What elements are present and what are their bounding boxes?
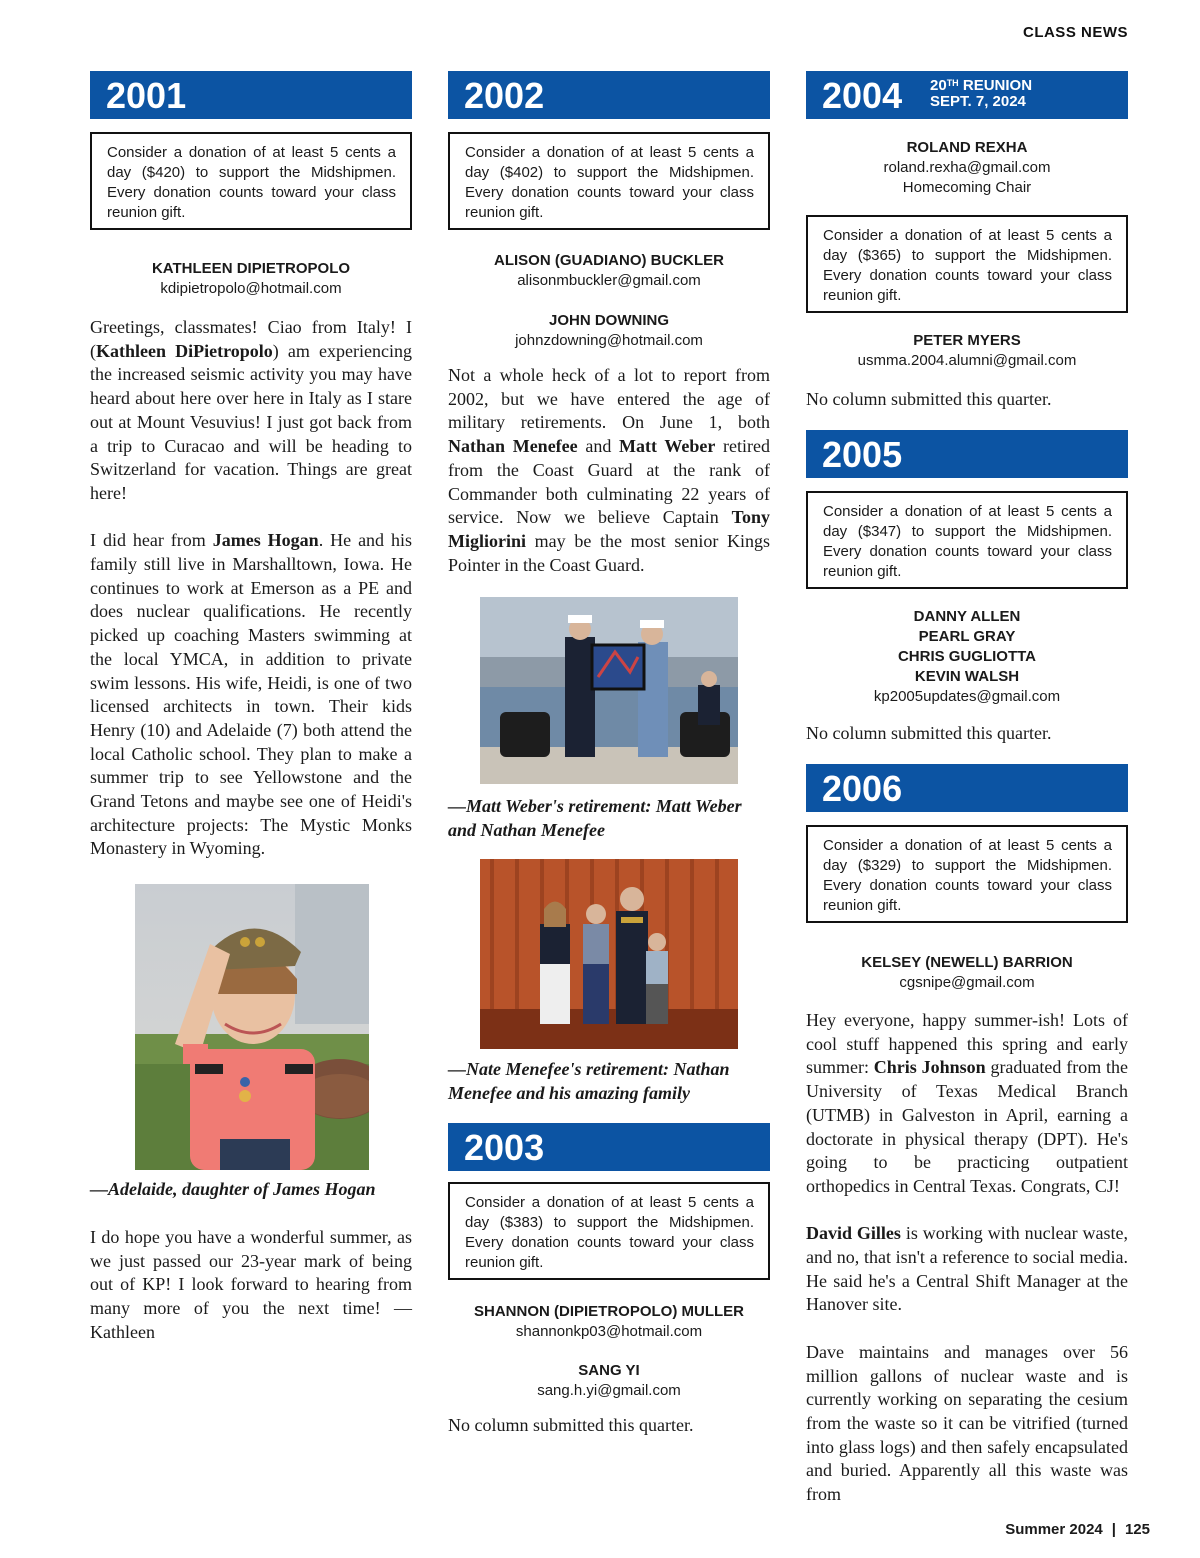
contact-name: SHANNON (DIPIETROPOLO) MULLER <box>474 1303 744 1320</box>
donation-box: Consider a donation of at least 5 cents a day ($420) to support the Midshipmen. Every donation counts toward your class reunion gift. <box>90 132 412 230</box>
contact-email[interactable]: alisonmbuckler@gmail.com <box>517 272 701 289</box>
photo-nate-menefee-retirement <box>480 859 738 1049</box>
no-column-note: No column submitted this quarter. <box>806 723 1052 743</box>
class-2004-banner <box>806 71 1128 119</box>
contact-email[interactable]: cgsnipe@gmail.com <box>899 974 1035 991</box>
contact-name: SANG YI <box>578 1362 640 1379</box>
paragraph: I did hear from James Hogan. He and his family still live in Marshalltown, Iowa. He continues to work at Emerson as a PE and does nuclear qualifications. He recently picked up coaching Masters swimming at the local YMCA, in addition to private swim lessons. His wife, Heidi, is one of two licensed architects in town. Their kids Henry (10) and Adelaide (7) both attend the local Catholic school. They plan to make a summer trip to see Yellowstone and the Grand Tetons and maybe see one of Heidi's architecture projects: The Mystic Monks Monastery in Wyoming. <box>90 530 413 859</box>
donation-box: Consider a donation of at least 5 cents a day ($402) to support the Midshipmen. Every donation counts toward your class reunion gift. <box>448 132 770 230</box>
footer-separator: | <box>1111 1521 1116 1538</box>
section-label: CLASS NEWS <box>1022 24 1128 41</box>
contact-email[interactable]: sang.h.yi@gmail.com <box>537 1382 681 1399</box>
class-2001-closing: I do hope you have a wonderful summer, as we just passed our 23-year mark of being out of KP! I look forward to hearing from many more of you the next time! —Kathleen <box>90 1227 412 1342</box>
contact-name: ALISON (GUADIANO) BUCKLER <box>494 252 724 269</box>
class-2006-banner <box>806 764 1128 812</box>
contact-name: DANNY ALLEN <box>913 608 1021 625</box>
contact-role: Homecoming Chair <box>902 179 1032 196</box>
contact-name: KEVIN WALSH <box>914 668 1020 685</box>
contact-email[interactable]: johnzdowning@hotmail.com <box>515 332 703 349</box>
contact-name: CHRIS GUGLIOTTA <box>897 648 1037 665</box>
class-year: 2006 <box>822 768 903 809</box>
issue-label: Summer 2024 <box>1005 1521 1103 1538</box>
class-2002-banner <box>448 71 770 119</box>
donation-box: Consider a donation of at least 5 cents a day ($383) to support the Midshipmen. Every donation counts toward your class reunion gift. <box>448 1182 770 1280</box>
no-column-note: No column submitted this quarter. <box>806 389 1052 409</box>
class-contact <box>806 953 1128 993</box>
donation-box: Consider a donation of at least 5 cents a day ($347) to support the Midshipmen. Every donation counts toward your class reunion gift. <box>806 491 1128 589</box>
donation-box: Consider a donation of at least 5 cents a day ($365) to support the Midshipmen. Every donation counts toward your class reunion gift. <box>806 215 1128 313</box>
class-year: 2002 <box>464 75 545 116</box>
class-contact <box>448 311 770 351</box>
class-contact <box>806 331 1128 371</box>
paragraph: Dave maintains and manages over 56 million gallons of nuclear waste and is currently working on separating the cesium from the waste so it can be vitrified (turned into glass logs) and then safely encapsulated and buried. Apparently all this waste was from <box>806 1341 1128 1505</box>
contact-name: ROLAND REXHA <box>906 139 1028 156</box>
contact-email[interactable]: kp2005updates@gmail.com <box>873 688 1061 705</box>
class-2002-text <box>448 364 770 577</box>
paragraph: Greetings, classmates! Ciao from Italy! I (Kathleen DiPietropolo) am experiencing the increased seismic activity you may have heard about here over here in Italy as I stare out at Mount Vesuvius! I just got back from a trip to Curacao and will be heading to Switzerland for vacation. Things are great here! <box>90 317 413 503</box>
paragraph: David Gilles is working with nuclear waste, and no, that isn't a reference to social media. He said he's a Central Shift Manager at the Hanover site. <box>806 1223 1128 1315</box>
class-year: 2003 <box>464 1127 545 1168</box>
contact-email[interactable]: kdipietropolo@hotmail.com <box>160 280 342 297</box>
paragraph: Hey everyone, happy summer-ish! Lots of cool stuff happened this spring and early summer: Chris Johnson graduated from the University of Texas Medical Branch (UTMB) in Galveston in April, earning a doctorate in physical therapy (DPT). He's going to be practicing outpatient orthopedics in Central Texas. Congrats, CJ! <box>806 1010 1128 1196</box>
contact-name: PEARL GRAY <box>918 628 1016 645</box>
contact-name: JOHN DOWNING <box>549 312 669 329</box>
contact-email[interactable]: roland.rexha@gmail.com <box>883 159 1051 176</box>
class-2001-text <box>90 316 412 861</box>
paragraph: Not a whole heck of a lot to report from 2002, but we have entered the age of military retirements. On June 1, both Nathan Menefee and Matt Weber retired from the Coast Guard at the rank of Commander both culminating 22 years of service. Now we believe Captain Tony Migliorini may be the most senior Kings Pointer in the Coast Guard. <box>448 365 770 575</box>
photo-caption: —Matt Weber's retirement: Matt Weber and Nathan Menefee <box>448 796 742 840</box>
reunion-badge: 20TH REUNION SEPT. 7, 2024 <box>930 77 1033 110</box>
class-contact <box>448 1302 770 1342</box>
class-2003-banner <box>448 1123 770 1171</box>
page-footer <box>1005 1521 1150 1538</box>
class-2006-text <box>806 1009 1128 1507</box>
photo-matt-weber-retirement <box>480 597 738 784</box>
class-year: 2005 <box>822 434 903 475</box>
contact-name: KELSEY (NEWELL) BARRION <box>861 954 1073 971</box>
no-column-note: No column submitted this quarter. <box>448 1415 694 1435</box>
class-contact <box>448 1361 770 1401</box>
contact-email[interactable]: shannonkp03@hotmail.com <box>515 1323 703 1340</box>
class-contact <box>806 607 1128 707</box>
class-contact <box>806 138 1128 198</box>
photo-caption: —Nate Menefee's retirement: Nathan Menefee and his amazing family <box>448 1059 730 1103</box>
class-2005-banner <box>806 430 1128 478</box>
photo-adelaide <box>135 884 369 1170</box>
contact-name: PETER MYERS <box>913 332 1021 349</box>
contact-name: KATHLEEN DIPIETROPOLO <box>151 260 351 277</box>
class-year: 2001 <box>106 75 187 116</box>
contact-email[interactable]: usmma.2004.alumni@gmail.com <box>857 352 1077 369</box>
class-contact <box>90 259 412 299</box>
class-contact <box>448 251 770 291</box>
photo-caption: —Adelaide, daughter of James Hogan <box>90 1179 376 1199</box>
donation-box: Consider a donation of at least 5 cents a day ($329) to support the Midshipmen. Every donation counts toward your class reunion gift. <box>806 825 1128 923</box>
class-year: 2004 <box>822 75 903 116</box>
class-2001-banner <box>90 71 412 119</box>
page-number: 125 <box>1124 1521 1150 1538</box>
